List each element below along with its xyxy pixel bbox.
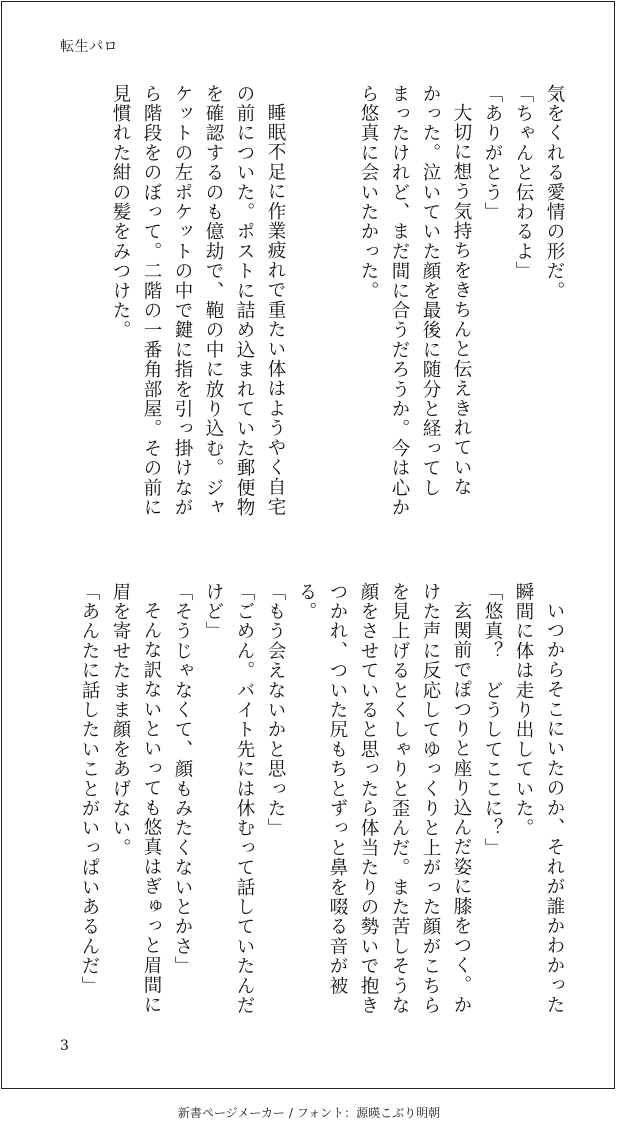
text-line: 睡眠不足に作業疲れで重たい体はようやく自宅	[265, 102, 286, 517]
text-line: ら階段をのぼって。二階の一番角部屋。その前に	[141, 84, 162, 518]
text-line: つかれ、ついた尻もちとずっと鼻を啜る音が被	[327, 582, 348, 996]
text-line: 「ごめん。バイト先には休むって話していたんだ	[234, 582, 255, 1016]
text-line: 「そうじゃなくて、顔もみたくないとかさ」	[172, 582, 193, 976]
text-line: いつからそこにいたのか、それが誰かわかった	[544, 600, 565, 1015]
footer-credit: 新書ページメーカー / フォント：源暎こぶり明朝	[177, 1106, 441, 1120]
text-line: 玄関前でぽつりと座り込んだ姿に膝をつく。か	[451, 600, 472, 1015]
page-frame	[1, 1, 615, 1089]
text-line: 「悠真？ どうしてここに？」	[482, 582, 503, 858]
text-line: の前についた。ポストに詰め込まれていた郵便物	[234, 84, 255, 518]
text-line: 「もう会えないかと思った」	[265, 582, 286, 839]
text-line: 眉を寄せたまま顔をあげない。	[110, 582, 131, 858]
text-line: 「ちゃんと伝わるよ」	[513, 84, 534, 281]
text-line: まったけれど、まだ間に合うだろうか。今は心か	[389, 84, 410, 518]
text-line: かった。泣いていた顔を最後に随分と経ってし	[420, 84, 441, 498]
top-text-block	[105, 84, 570, 534]
text-line: 「あんたに話したいことがいっぱいあるんだ」	[79, 582, 100, 996]
bottom-text-block	[74, 582, 570, 1032]
text-line: けど」	[203, 582, 224, 642]
page-number: 3	[60, 1038, 69, 1054]
blank-line	[291, 84, 322, 534]
text-line: 「ありがとう」	[482, 84, 503, 222]
text-line: 気をくれる愛情の形だ。	[544, 84, 565, 301]
text-line: ケットの左ポケットの中で鍵に指を引っ掛けなが	[172, 84, 193, 518]
text-line: ら悠真に会いたかった。	[358, 84, 379, 301]
text-line: そんな訳ないといっても悠真はぎゅっと眉間に	[141, 600, 162, 1015]
blank-line	[322, 84, 353, 534]
text-line: を見上げるとくしゃりと歪んだ。また苦しそうな	[389, 582, 410, 1016]
text-line: る。	[296, 582, 317, 622]
text-line: 瞬間に体は走り出していた。	[513, 582, 534, 839]
text-line: けた声に反応してゆっくりと上がった顔がこちら	[420, 582, 441, 1016]
running-header: 転生パロ	[60, 39, 118, 55]
text-line: を確認するのも億劫で、鞄の中に放り込む。ジャ	[203, 84, 224, 518]
text-line: 顔をさせていると思ったら体当たりの勢いで抱き	[358, 582, 379, 1016]
text-line: 見慣れた紺の髪をみつけた。	[110, 84, 131, 341]
text-line: 大切に想う気持ちをきちんと伝えきれていな	[451, 102, 472, 497]
